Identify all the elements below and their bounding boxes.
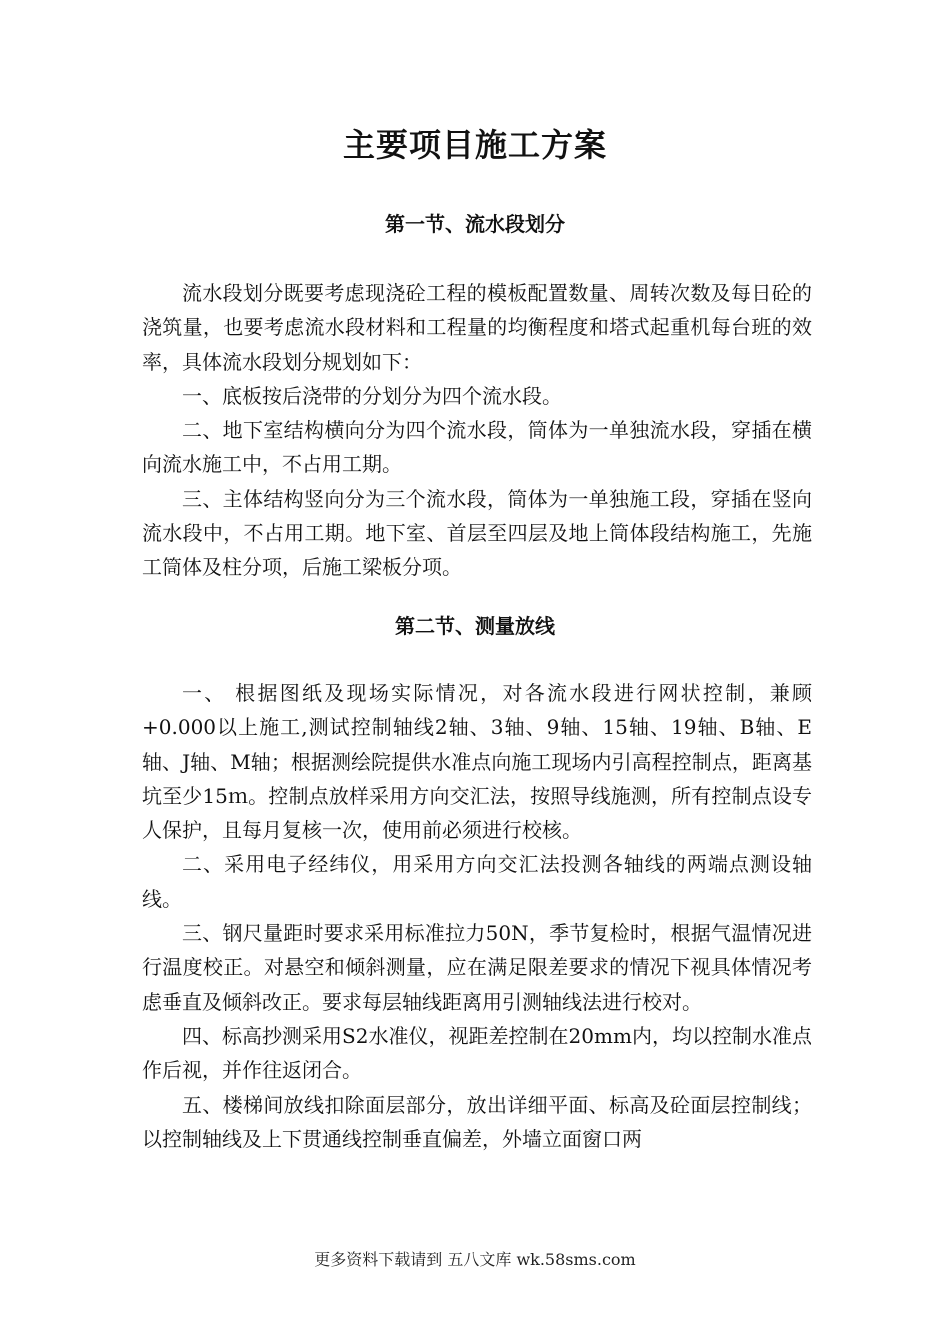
paragraph: 二、地下室结构横向分为四个流水段，筒体为一单独流水段，穿插在横向流水施工中，不占用工期。: [142, 418, 812, 477]
paragraph: 四、标高抄测采用S2水准仪，视距差控制在20mm内，均以控制水准点作后视，并作往返闭合。: [142, 1023, 812, 1083]
paragraph: 二、采用电子经纬仪，用采用方向交汇法投测各轴线的两端点测设轴线。: [142, 852, 812, 911]
section-body-survey-layout: [142, 676, 812, 1156]
page-title: 主要项目施工方案: [342, 126, 607, 164]
page-footer: 更多资料下载请到 五八文库 wk.58sms.com: [314, 1250, 636, 1269]
section-heading-survey-layout: 第二节、测量放线: [395, 614, 555, 638]
section-heading-flow-division: 第一节、流水段划分: [385, 212, 565, 236]
paragraph: 三、钢尺量距时要求采用标准拉力50N，季节复检时，根据气温情况进行温度校正。对悬空和倾斜测量，应在满足限差要求的情况下视具体情况考虑垂直及倾斜改正。要求每层轴线距离用引测轴线法进行校对。: [142, 921, 812, 1014]
paragraph: 三、主体结构竖向分为三个流水段，筒体为一单独施工段，穿插在竖向流水段中，不占用工期。地下室、首层至四层及地上筒体段结构施工，先施工筒体及柱分项，后施工梁板分项。: [142, 486, 812, 580]
paragraph: 一、底板按后浇带的分划分为四个流水段。: [182, 383, 562, 408]
paragraph: 流水段划分既要考虑现浇砼工程的模板配置数量、周转次数及每日砼的浇筑量，也要考虑流水段材料和工程量的均衡程度和塔式起重机每台班的效率，具体流水段划分规划如下：: [142, 281, 812, 374]
paragraph: 一、 根据图纸及现场实际情况，对各流水段进行网状控制，兼顾+0.000以上施工,测试控制轴线2轴、3轴、9轴、15轴、19轴、B轴、E轴、J轴、M轴；根据测绘院提供水准点向施工现场内引高程控制点，距离基坑至少15ｍ。控制点放样采用方向交汇法，按照导线施测，所有控制点设专人保护，且每月复核一次，使用前必须进行校核。: [142, 681, 812, 843]
section-body-flow-division: [142, 276, 812, 585]
paragraph: 五、楼梯间放线扣除面层部分，放出详细平面、标高及砼面层控制线；以控制轴线及上下贯通线控制垂直偏差，外墙立面窗口两: [142, 1092, 812, 1151]
